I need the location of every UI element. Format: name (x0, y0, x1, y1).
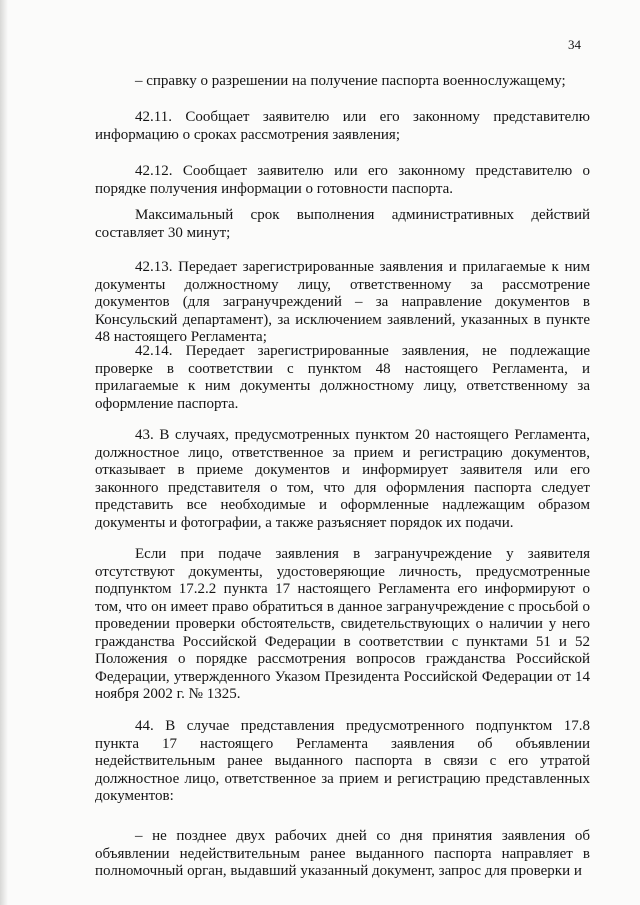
paragraph-8: Если при подаче заявления в загранучреждение у заявителя отсутствуют документы, удостоверяющие личность, предусмотренные подпунктом 17.2.2 пункта 17 настоящего Регламента его информируют о том, что он имеет право обратиться в данное загранучреждение с просьбой о проведении проверки обстоятельств, свидетельствующих о наличии у него гражданства Российской Федерации в соответствии с пунктами 51 и 52 Положения о порядке рассмотрения вопросов гражданства Российской Федерации, утвержденного Указом Президента Российской Федерации от 14 ноября 2002 г. № 1325. (95, 546, 590, 702)
paragraph-9: 44. В случае представления предусмотренного подпунктом 17.8 пункта 17 настоящего Регламента заявления об объявлении недействительным ранее выданного паспорта в связи с его утратой должностное лицо, ответственное за прием и регистрацию представленных документов: (95, 718, 590, 804)
scan-edge-shadow (0, 0, 8, 905)
paragraph-7: 43. В случаях, предусмотренных пунктом 20 настоящего Регламента, должностное лицо, ответственное за прием и регистрацию документов, отказывает в приеме документов и информирует заявителя или его законного представителя о том, что для оформления паспорта следует представить все необходимые и оформленные надлежащим образом документы и фотографии, а также разъясняет порядок их подачи. (95, 427, 590, 531)
paragraph-1: – справку о разрешении на получение паспорта военнослужащему; (135, 73, 566, 89)
page-number: 34 (568, 37, 581, 52)
paragraph-3: 42.12. Сообщает заявителю или его законному представителю о порядке получения информации о готовности паспорта. (95, 163, 590, 197)
paragraph-6: 42.14. Передает зарегистрированные заявления, не подлежащие проверке в соответствии с пунктом 48 настоящего Регламента, и прилагаемые к ним документы должностному лицу, ответственному за оформление паспорта. (95, 343, 590, 412)
paragraph-10: – не позднее двух рабочих дней со дня принятия заявления об объявлении недействительным ранее выданного паспорта направляет в полномочный орган, выдавший указанный документ, запрос для проверки и (95, 828, 590, 879)
paragraph-2: 42.11. Сообщает заявителю или его законному представителю информацию о сроках рассмотрения заявления; (95, 109, 590, 143)
paragraph-4: Максимальный срок выполнения административных действий составляет 30 минут; (95, 207, 590, 241)
paragraph-5: 42.13. Передает зарегистрированные заявления и прилагаемые к ним документы должностному лицу, ответственному за рассмотрение документов (для загранучреждений – за направление документов в Консульский департамент), за исключением заявлений, указанных в пункте 48 настоящего Регламента; (95, 259, 590, 345)
